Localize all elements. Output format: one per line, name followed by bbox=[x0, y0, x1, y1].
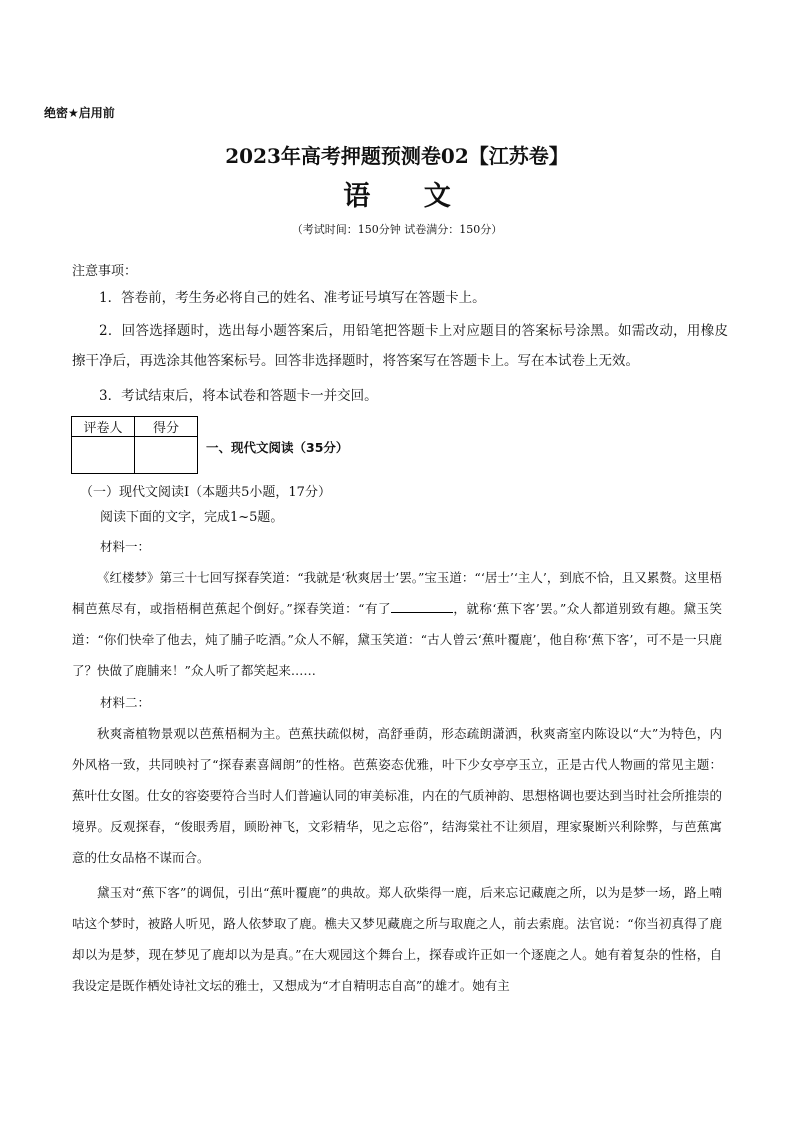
subsection-heading: （一）现代文阅读Ⅰ（本题共5小题，17分） bbox=[80, 485, 331, 500]
exam-info: （考试时间：150分钟 试卷满分：150分） bbox=[291, 223, 503, 236]
score-header: 得分 bbox=[135, 417, 198, 437]
subject-title: 语 文 bbox=[343, 181, 473, 212]
material-one-paragraph bbox=[72, 562, 722, 686]
material-one-text-start: 《红楼梦》第三十七回写探春笑道：“我就是‘秋爽居士’罢。”宝玉道：“‘居士’‘主人’，到底不恰，且又累赘。这里梧桐芭蕉尽有，或指梧桐芭蕉起个倒好。”探春笑道：“有了 bbox=[72, 570, 722, 616]
notice-item-1: 1．答卷前，考生务必将自己的姓名、准考证号填写在答题卡上。 bbox=[99, 290, 486, 306]
confidential-label: 绝密★启用前 bbox=[44, 106, 115, 120]
material-two-paragraph-2: 黛玉对“蕉下客”的调侃，引出“蕉叶覆鹿”的典故。郑人砍柴得一鹿，后来忘记藏鹿之所，以为是梦一场，路上喃咕这个梦时，被路人听见，路人依梦取了鹿。樵夫又梦见藏鹿之所与取鹿之人，前去索鹿。法官说：“你当初真得了鹿却以为是梦，现在梦见了鹿却以为是真。”在大观园这个舞台上，探春或许正如一个逐鹿之人。她有着复杂的性格，自我设定是既作栖处诗社文坛的雅士，又想成为“才自精明志自高”的雄才。她有主 bbox=[72, 885, 722, 993]
grader-header: 评卷人 bbox=[72, 417, 135, 437]
fill-in-blank bbox=[391, 600, 453, 613]
grader-cell bbox=[72, 437, 135, 474]
section-heading: 一、现代文阅读（35分） bbox=[206, 440, 349, 455]
score-table bbox=[71, 416, 198, 474]
score-cell bbox=[135, 437, 198, 474]
reading-instruction: 阅读下面的文字，完成1~5题。 bbox=[100, 510, 284, 525]
material-two-paragraph-1: 秋爽斋植物景观以芭蕉梧桐为主。芭蕉扶疏似树，高舒垂荫，形态疏朗潇洒，秋爽斋室内陈设以“大”为特色，内外风格一致，共同映衬了“探春素喜阔朗”的性格。芭蕉姿态优雅，叶下少女亭亭玉立，正是古代人物画的常见主题：蕉叶仕女图。仕女的容姿要符合当时人们普遍认同的审美标准，内在的气质神韵、思想格调也要达到当时社会所推崇的境界。反观探春，“俊眼秀眉，顾盼神飞，文彩精华，见之忘俗”，结海棠社不让须眉，理家聚断兴利除弊，与芭蕉寓意的仕女品格不谋而合。 bbox=[72, 726, 723, 865]
exam-title: 2023年高考押题预测卷02【江苏卷】 bbox=[225, 144, 569, 168]
notice-item-3: 3．考试结束后，将本试卷和答题卡一并交回。 bbox=[99, 388, 378, 404]
material-two-label: 材料二： bbox=[100, 695, 151, 710]
material-one-label: 材料一： bbox=[100, 539, 151, 554]
notice-item-2: 2．回答选择题时，选出每小题答案后，用铅笔把答题卡上对应题目的答案标号涂黑。如需改动，用橡皮擦干净后，再选涂其他答案标号。回答非选择题时，将答案写在答题卡上。写在本试卷上无效。 bbox=[72, 323, 728, 369]
notice-heading: 注意事项： bbox=[72, 264, 138, 279]
material-one-text-end: ，就称‘蕉下客’罢。”众人都道别致有趣。黛玉笑道：“你们快牵了他去，炖了脯子吃酒。”众人不解，黛玉笑道：“古人曾云‘蕉叶覆鹿’，他自称‘蕉下客’，可不是一只鹿了？快做了鹿脯来！”众人听了都笑起来…… bbox=[72, 601, 722, 678]
